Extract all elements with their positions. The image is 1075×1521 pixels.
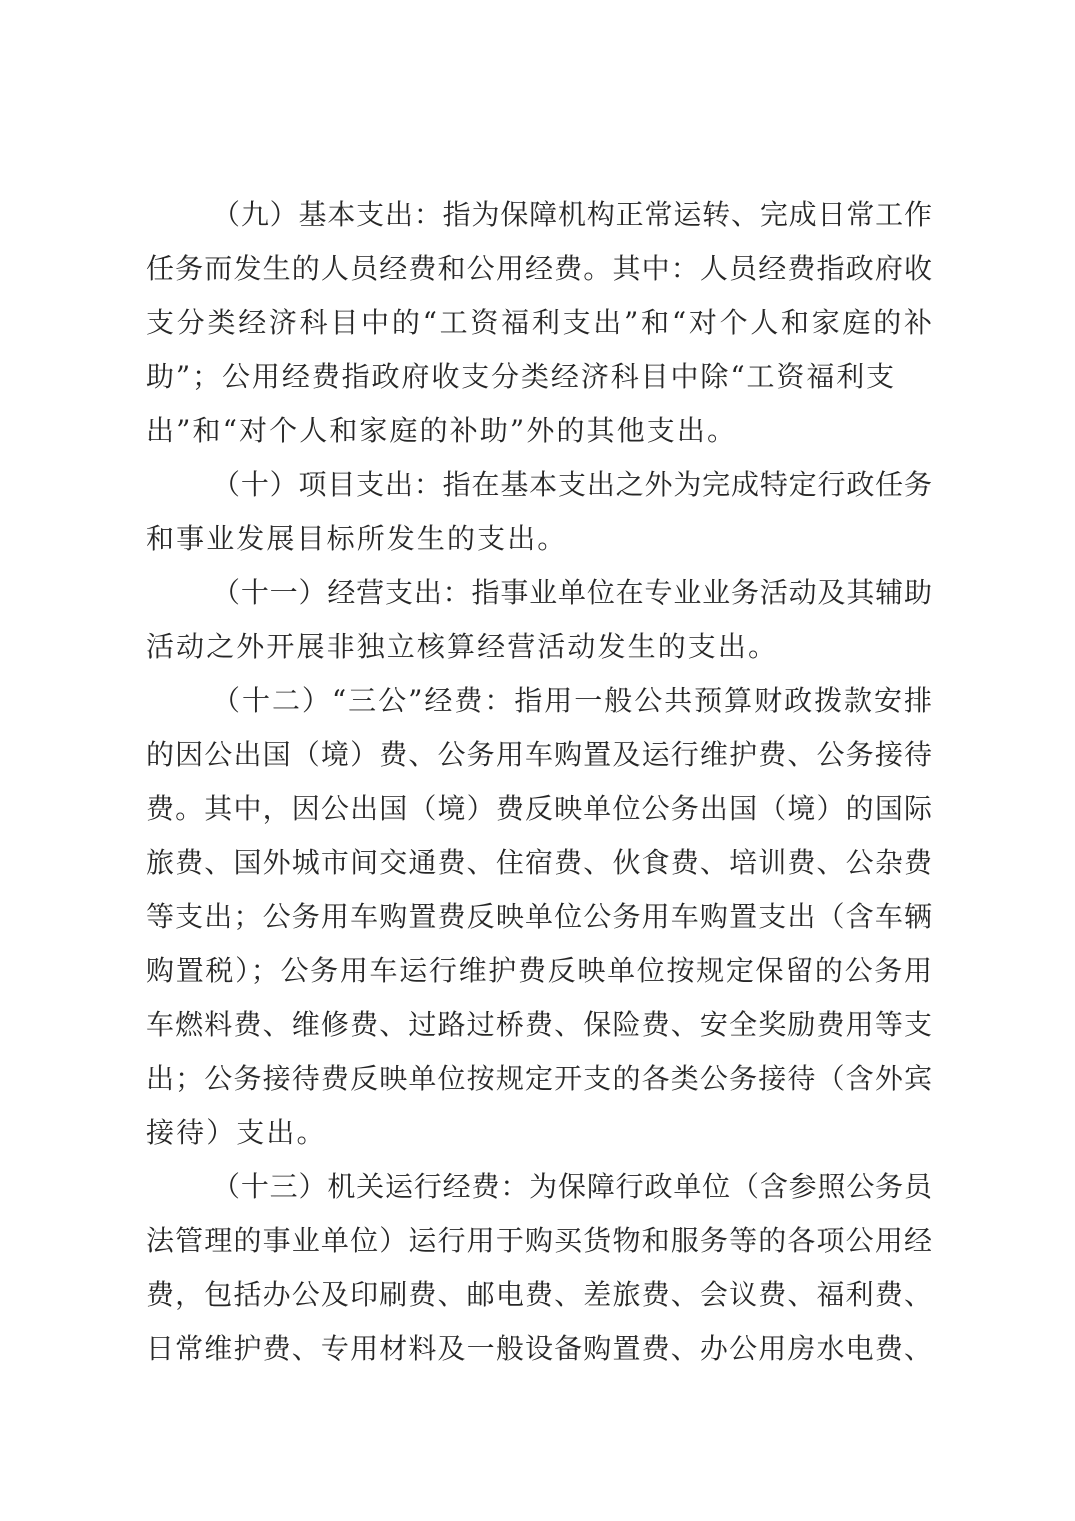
paragraph-12-line-6: 购置税）；公务用车运行维护费反映单位按规定保留的公务用 [146, 954, 932, 987]
paragraph-12-line-2: 的因公出国（境）费、公务用车购置及运行维护费、公务接待 [146, 738, 932, 771]
paragraph-13-line-4: 日常维护费、专用材料及一般设备购置费、办公用房水电费、 [146, 1332, 932, 1365]
paragraph-9-line-1: （九）基本支出：指为保障机构正常运转、完成日常工作 [212, 198, 932, 231]
paragraph-11-line-2: 活动之外开展非独立核算经营活动发生的支出。 [146, 630, 779, 663]
paragraph-12-line-5: 等支出；公务用车购置费反映单位公务用车购置支出（含车辆 [146, 900, 932, 933]
paragraph-9-line-3: 支分类经济科目中的“工资福利支出”和“对个人和家庭的补 [146, 306, 932, 339]
paragraph-9-line-5: 出”和“对个人和家庭的补助”外的其他支出。 [146, 414, 738, 447]
paragraph-9-line-4: 助”；公用经费指政府收支分类经济科目中除“工资福利支 [146, 360, 897, 393]
paragraph-12-line-9: 接待）支出。 [146, 1116, 327, 1149]
paragraph-13-line-2: 法管理的事业单位）运行用于购买货物和服务等的各项公用经 [146, 1224, 932, 1257]
paragraph-12-line-3: 费。其中，因公出国（境）费反映单位公务出国（境）的国际 [146, 792, 932, 825]
paragraph-12-line-4: 旅费、国外城市间交通费、住宿费、伙食费、培训费、公杂费 [146, 846, 932, 879]
paragraph-9-line-2: 任务而发生的人员经费和公用经费。其中：人员经费指政府收 [146, 252, 932, 285]
paragraph-13-line-3: 费，包括办公及印刷费、邮电费、差旅费、会议费、福利费、 [146, 1278, 932, 1311]
paragraph-12-line-8: 出；公务接待费反映单位按规定开支的各类公务接待（含外宾 [146, 1062, 932, 1095]
paragraph-12-line-7: 车燃料费、维修费、过路过桥费、保险费、安全奖励费用等支 [146, 1008, 932, 1041]
document-body [146, 188, 932, 1376]
paragraph-10-line-2: 和事业发展目标所发生的支出。 [146, 522, 568, 555]
paragraph-12-line-1: （十二）“三公”经费：指用一般公共预算财政拨款安排 [212, 684, 932, 717]
paragraph-10-line-1: （十）项目支出：指在基本支出之外为完成特定行政任务 [212, 468, 932, 501]
paragraph-13-line-1: （十三）机关运行经费：为保障行政单位（含参照公务员 [212, 1170, 932, 1203]
paragraph-11-line-1: （十一）经营支出：指事业单位在专业业务活动及其辅助 [212, 576, 932, 609]
